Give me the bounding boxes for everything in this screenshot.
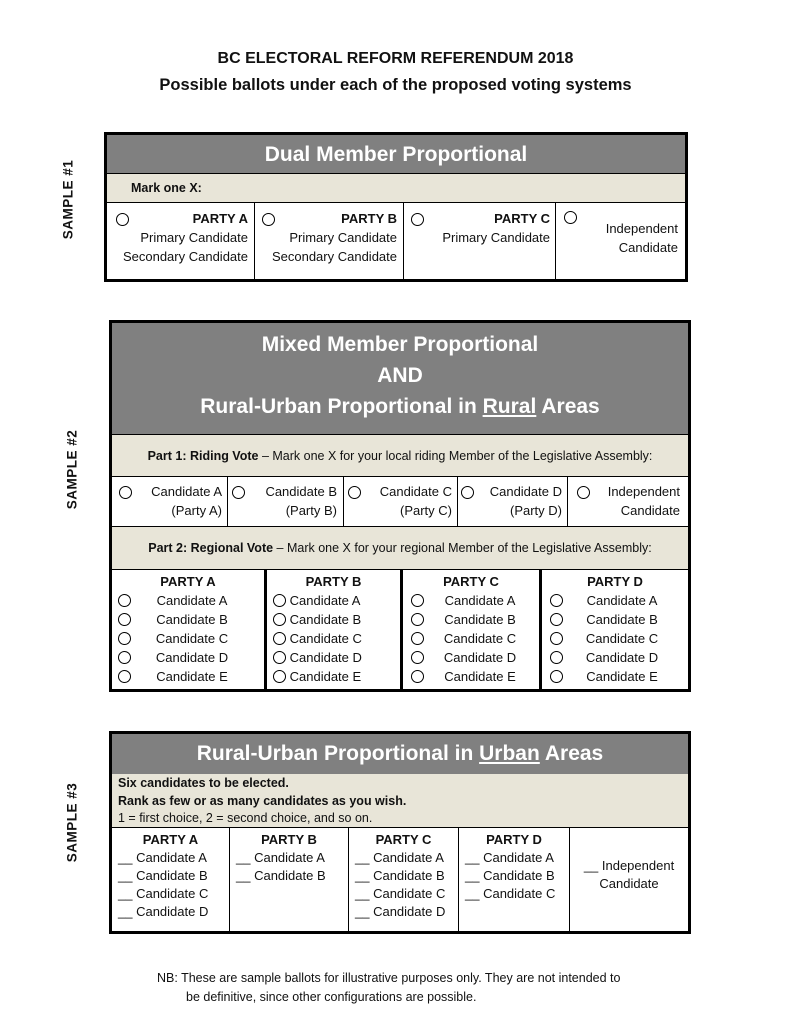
party-name: PARTY C bbox=[375, 832, 432, 847]
candidate-label: Candidate E bbox=[586, 669, 658, 684]
candidate-label: Candidate E bbox=[289, 669, 362, 684]
candidate-label: Candidate E bbox=[156, 669, 228, 684]
mark-oval[interactable] bbox=[550, 613, 563, 626]
candidate-label: Candidate A bbox=[156, 593, 228, 608]
candidate-line: Candidate bbox=[620, 503, 680, 518]
candidate-line: Candidate bbox=[599, 876, 659, 891]
candidate-line: Candidate D bbox=[489, 484, 562, 499]
mark-oval[interactable] bbox=[232, 486, 245, 499]
party-name: PARTY D bbox=[486, 832, 542, 847]
party-name: PARTY C bbox=[494, 211, 550, 226]
riding-option-candidate-b[interactable] bbox=[228, 477, 344, 526]
rank-entry[interactable]: __ Candidate A bbox=[118, 850, 207, 865]
part-1-instruction: Part 1: Riding Vote – Mark one X for your local riding Member of the Legislative Assembly: bbox=[112, 435, 688, 477]
candidate-label: Candidate B bbox=[289, 612, 362, 627]
candidate-option[interactable] bbox=[411, 591, 536, 610]
candidate-option[interactable] bbox=[550, 610, 681, 629]
candidate-label: Candidate C bbox=[289, 631, 362, 646]
candidate-option[interactable] bbox=[273, 629, 362, 648]
riding-option-candidate-a[interactable] bbox=[112, 477, 228, 526]
candidate-option[interactable] bbox=[273, 610, 361, 629]
mark-oval[interactable] bbox=[564, 211, 577, 224]
candidate-option[interactable] bbox=[550, 648, 681, 667]
party-name: PARTY A bbox=[160, 574, 216, 589]
candidate-label: Candidate C bbox=[585, 631, 659, 646]
candidate-option[interactable] bbox=[411, 610, 536, 629]
mark-oval[interactable] bbox=[273, 651, 286, 664]
rank-entry[interactable]: __ Candidate A bbox=[465, 850, 554, 865]
candidate-line: Primary Candidate bbox=[289, 230, 397, 245]
footnote bbox=[157, 969, 717, 1007]
footnote-line: be definitive, since other configurations are possible. bbox=[186, 990, 477, 1004]
ballot-dual-member bbox=[104, 132, 688, 282]
rank-entry[interactable]: __ Candidate D bbox=[355, 904, 446, 919]
candidate-option[interactable] bbox=[118, 591, 253, 610]
party-line: (Party B) bbox=[285, 503, 337, 518]
candidate-label: Candidate D bbox=[443, 650, 517, 665]
candidate-label: Candidate C bbox=[155, 631, 229, 646]
banner-line: Mixed Member Proportional bbox=[261, 333, 539, 356]
rank-party-a bbox=[112, 828, 230, 931]
ballot-3-banner: Rural-Urban Proportional in Urban Areas bbox=[112, 734, 688, 774]
mark-oval[interactable] bbox=[118, 632, 131, 645]
mark-oval[interactable] bbox=[577, 486, 590, 499]
rank-entry[interactable]: __ Candidate A bbox=[355, 850, 444, 865]
candidate-option[interactable] bbox=[411, 629, 536, 648]
candidate-option[interactable] bbox=[118, 629, 253, 648]
candidate-label: Candidate C bbox=[443, 631, 517, 646]
mark-oval[interactable] bbox=[273, 594, 286, 607]
candidate-label: Candidate D bbox=[585, 650, 659, 665]
ballot-rural-urban bbox=[109, 731, 691, 934]
candidate-line: Independent bbox=[605, 221, 678, 236]
document-subtitle: Possible ballots under each of the proposed voting systems bbox=[159, 76, 632, 94]
mark-oval[interactable] bbox=[118, 613, 131, 626]
ballot-2-banner bbox=[112, 323, 688, 435]
riding-option-candidate-c[interactable] bbox=[344, 477, 458, 526]
instruction-line: 1 = first choice, 2 = second choice, and so on. bbox=[118, 811, 373, 825]
option-party-a[interactable] bbox=[107, 203, 255, 279]
candidate-label: Candidate E bbox=[444, 669, 516, 684]
mark-oval[interactable] bbox=[273, 670, 286, 683]
party-line: (Party C) bbox=[400, 503, 452, 518]
regional-party-b bbox=[267, 570, 403, 689]
rank-entry[interactable]: __ Candidate C bbox=[118, 886, 209, 901]
candidate-option[interactable] bbox=[118, 610, 253, 629]
mark-oval[interactable] bbox=[411, 632, 424, 645]
candidate-option[interactable] bbox=[273, 591, 360, 610]
rank-entry[interactable]: __ Candidate B bbox=[236, 868, 326, 883]
mark-oval[interactable] bbox=[411, 594, 424, 607]
ballot-1-banner: Dual Member Proportional bbox=[107, 135, 685, 174]
candidate-label: Candidate B bbox=[156, 612, 228, 627]
party-name: PARTY A bbox=[192, 211, 248, 226]
mark-oval[interactable] bbox=[550, 651, 563, 664]
mark-oval[interactable] bbox=[118, 670, 131, 683]
mark-oval[interactable] bbox=[411, 613, 424, 626]
candidate-label: Candidate B bbox=[444, 612, 516, 627]
candidate-label: Candidate A bbox=[444, 593, 516, 608]
riding-option-candidate-d[interactable] bbox=[458, 477, 568, 526]
rank-party-c bbox=[349, 828, 459, 931]
option-party-c[interactable] bbox=[404, 203, 556, 279]
party-line: (Party D) bbox=[510, 503, 562, 518]
ballot-mixed-member bbox=[109, 320, 691, 692]
rank-entry[interactable]: __ Candidate C bbox=[355, 886, 446, 901]
mark-oval[interactable] bbox=[550, 632, 563, 645]
candidate-line: Candidate bbox=[618, 240, 678, 255]
candidate-option[interactable] bbox=[118, 648, 253, 667]
rank-entry[interactable]: __ Independent bbox=[583, 858, 675, 873]
candidate-label: Candidate D bbox=[155, 650, 229, 665]
ballot-1-instruction: Mark one X: bbox=[107, 174, 685, 203]
banner-line: AND bbox=[377, 364, 423, 387]
ballot-3-instructions bbox=[112, 774, 688, 828]
regional-party-d bbox=[542, 570, 688, 689]
part-2-instruction: Part 2: Regional Vote – Mark one X for your regional Member of the Legislative Assembly: bbox=[112, 527, 688, 570]
mark-oval[interactable] bbox=[118, 594, 131, 607]
party-name: PARTY B bbox=[341, 211, 397, 226]
candidate-label: Candidate D bbox=[289, 650, 362, 665]
rank-entry[interactable]: __ Candidate C bbox=[465, 886, 556, 901]
sample-2-label: SAMPLE #2 bbox=[64, 429, 80, 510]
candidate-label: Candidate A bbox=[586, 593, 658, 608]
rank-entry[interactable]: __ Candidate B bbox=[355, 868, 445, 883]
option-party-b[interactable] bbox=[255, 203, 404, 279]
candidate-option[interactable] bbox=[273, 648, 362, 667]
mark-oval[interactable] bbox=[273, 613, 286, 626]
candidate-line: Candidate C bbox=[379, 484, 452, 499]
banner-line: Rural-Urban Proportional in Rural Areas bbox=[200, 395, 600, 418]
mark-oval[interactable] bbox=[411, 651, 424, 664]
mark-oval[interactable] bbox=[411, 670, 424, 683]
mark-oval[interactable] bbox=[461, 486, 474, 499]
rank-independent[interactable] bbox=[570, 828, 688, 931]
option-independent[interactable] bbox=[556, 203, 685, 279]
mark-oval[interactable] bbox=[118, 651, 131, 664]
candidate-option[interactable] bbox=[550, 667, 681, 686]
riding-option-independent[interactable] bbox=[568, 477, 688, 526]
party-name: PARTY D bbox=[587, 574, 643, 589]
candidate-option[interactable] bbox=[273, 667, 361, 686]
rank-party-b bbox=[230, 828, 349, 931]
document-title: BC ELECTORAL REFORM REFERENDUM 2018 bbox=[217, 50, 574, 67]
mark-oval[interactable] bbox=[550, 594, 563, 607]
candidate-line: Primary Candidate bbox=[442, 230, 550, 245]
party-line: (Party A) bbox=[171, 503, 222, 518]
regional-party-a bbox=[112, 570, 267, 689]
rank-party-d bbox=[459, 828, 570, 931]
mark-oval[interactable] bbox=[550, 670, 563, 683]
footnote-line: NB: These are sample ballots for illustrative purposes only. They are not intended to bbox=[157, 971, 621, 985]
instruction-line: Rank as few or as many candidates as you wish. bbox=[118, 793, 407, 808]
candidate-option[interactable] bbox=[411, 648, 536, 667]
candidate-option[interactable] bbox=[411, 667, 536, 686]
sample-1-label: SAMPLE #1 bbox=[60, 159, 76, 240]
rank-entry[interactable]: __ Candidate D bbox=[118, 904, 209, 919]
candidate-option[interactable] bbox=[550, 629, 681, 648]
candidate-line: Candidate A bbox=[151, 484, 222, 499]
mark-oval[interactable] bbox=[119, 486, 132, 499]
party-name: PARTY C bbox=[443, 574, 499, 589]
candidate-label: Candidate B bbox=[586, 612, 658, 627]
candidate-line: Secondary Candidate bbox=[122, 249, 248, 264]
candidate-line: Candidate B bbox=[265, 484, 337, 499]
regional-party-c bbox=[403, 570, 542, 689]
candidate-line: Independent bbox=[607, 484, 680, 499]
candidate-option[interactable] bbox=[550, 591, 681, 610]
party-name: PARTY B bbox=[261, 832, 317, 847]
candidate-line: Primary Candidate bbox=[140, 230, 248, 245]
rank-entry[interactable]: __ Candidate B bbox=[465, 868, 555, 883]
party-name: PARTY B bbox=[305, 574, 362, 589]
candidate-label: Candidate A bbox=[289, 593, 361, 608]
candidate-line: Secondary Candidate bbox=[271, 249, 397, 264]
party-name: PARTY A bbox=[142, 832, 199, 847]
instruction-line: Six candidates to be elected. bbox=[118, 776, 289, 790]
sample-3-label: SAMPLE #3 bbox=[64, 782, 80, 863]
mark-oval[interactable] bbox=[348, 486, 361, 499]
candidate-option[interactable] bbox=[118, 667, 253, 686]
mark-oval[interactable] bbox=[273, 632, 286, 645]
rank-entry[interactable]: __ Candidate A bbox=[236, 850, 325, 865]
rank-entry[interactable]: __ Candidate B bbox=[118, 868, 208, 883]
